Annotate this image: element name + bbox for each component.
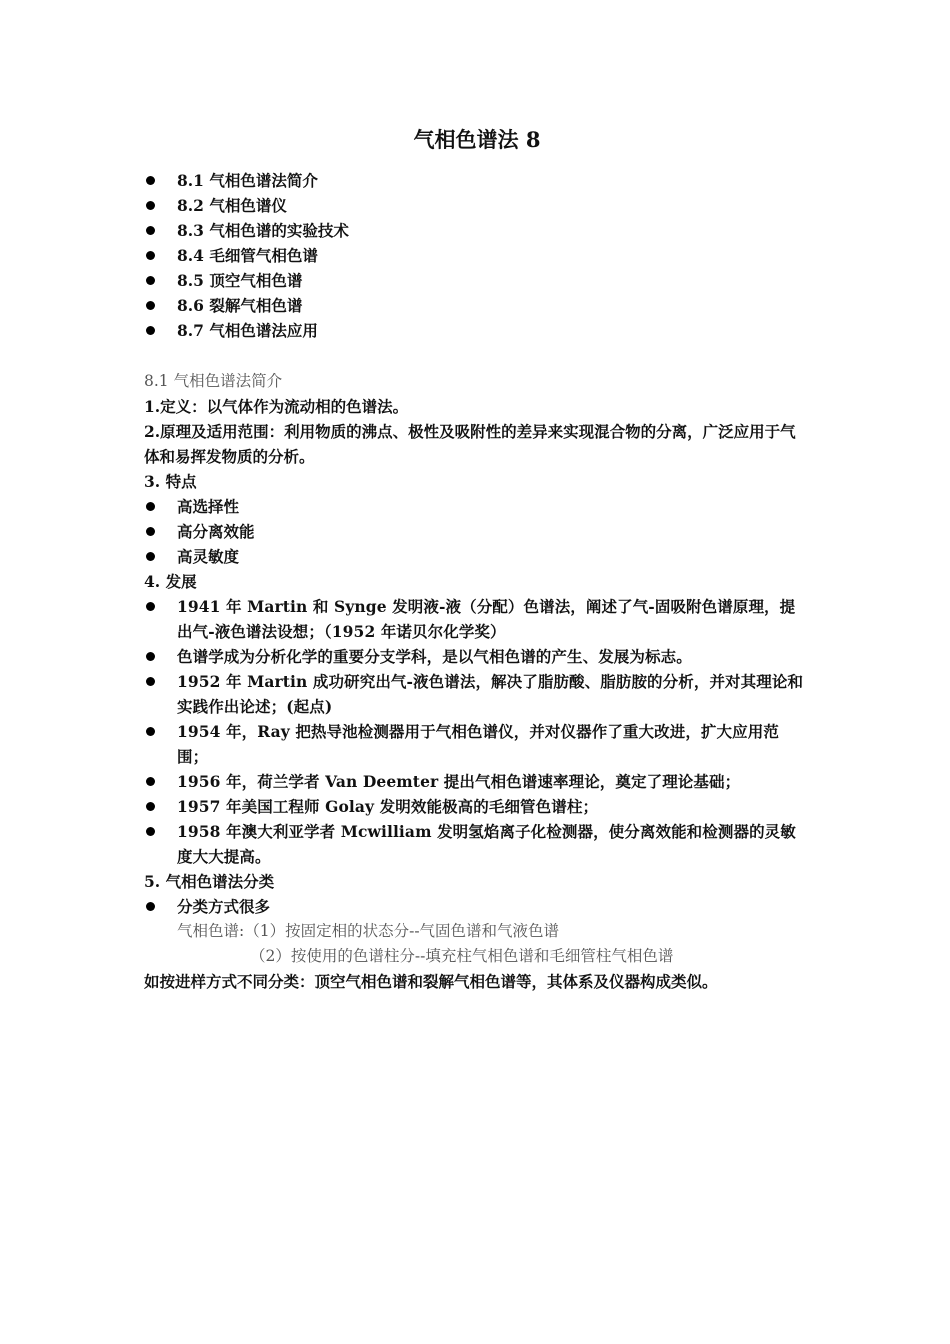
classification-heading: 5. 气相色谱法分类: [144, 872, 275, 891]
list-item: 1954 年，Ray 把热导池检测器用于气相色谱仪，并对仪器作了重大改进，扩大应用范围；: [144, 719, 810, 769]
list-item: 分类方式很多: [144, 894, 810, 919]
section-heading: 8.1 气相色谱法简介: [144, 372, 283, 390]
bullet-icon: [146, 251, 155, 260]
development-heading: 4. 发展: [144, 572, 197, 591]
bullet-icon: [146, 276, 155, 285]
bullet-icon: [146, 777, 155, 786]
list-item: 高分离效能: [144, 519, 810, 544]
toc-item: 8.3 气相色谱的实验技术: [144, 218, 810, 243]
page-title: 气相色谱法 8: [413, 127, 541, 152]
toc-item: 8.4 毛细管气相色谱: [144, 243, 810, 268]
document-body: [144, 126, 810, 994]
list-item: 1956 年，荷兰学者 Van Deemter 提出气相色谱速率理论，奠定了理论基础；: [144, 769, 810, 794]
toc-item: 8.1 气相色谱法简介: [144, 168, 810, 193]
table-of-contents: [144, 168, 810, 343]
list-item: 1952 年 Martin 成功研究出气-液色谱法，解决了脂肪酸、脂肪胺的分析，并对其理论和实践作出论述；(起点): [144, 669, 810, 719]
bullet-icon: [146, 552, 155, 561]
development-list: [144, 594, 810, 869]
bullet-icon: [146, 527, 155, 536]
list-item: 1941 年 Martin 和 Synge 发明液-液（分配）色谱法，阐述了气-固吸附色谱原理，提出气-液色谱法设想；（1952 年诺贝尔化学奖）: [144, 594, 810, 644]
list-item: 1957 年美国工程师 Golay 发明效能极高的毛细管色谱柱；: [144, 794, 810, 819]
list-item: 色谱学成为分析化学的重要分支学科，是以气相色谱的产生、发展为标志。: [144, 644, 810, 669]
bullet-icon: [146, 502, 155, 511]
bullet-icon: [146, 226, 155, 235]
bullet-icon: [146, 802, 155, 811]
features-heading: 3. 特点: [144, 472, 197, 491]
principle-text: 2.原理及适用范围：利用物质的沸点、极性及吸附性的差异来实现混合物的分离，广泛应用于气体和易挥发物质的分析。: [144, 422, 796, 466]
toc-item: 8.5 顶空气相色谱: [144, 268, 810, 293]
toc-item: 8.7 气相色谱法应用: [144, 318, 810, 343]
list-item: 高灵敏度: [144, 544, 810, 569]
classification-line-2: （2）按使用的色谱柱分--填充柱气相色谱和毛细管柱气相色谱: [250, 947, 674, 965]
bullet-icon: [146, 326, 155, 335]
bullet-icon: [146, 652, 155, 661]
bullet-icon: [146, 301, 155, 310]
toc-item: 8.2 气相色谱仪: [144, 193, 810, 218]
list-item: 高选择性: [144, 494, 810, 519]
bullet-icon: [146, 902, 155, 911]
bullet-icon: [146, 201, 155, 210]
closing-text: 如按进样方式不同分类：顶空气相色谱和裂解气相色谱等，其体系及仪器构成类似。: [144, 972, 718, 991]
features-list: [144, 494, 810, 569]
bullet-icon: [146, 176, 155, 185]
definition-text: 1.定义：以气体作为流动相的色谱法。: [144, 397, 409, 416]
bullet-icon: [146, 827, 155, 836]
toc-item: 8.6 裂解气相色谱: [144, 293, 810, 318]
classification-line-1: 气相色谱:（1）按固定相的状态分--气固色谱和气液色谱: [177, 922, 560, 940]
classification-list: [144, 894, 810, 919]
bullet-icon: [146, 727, 155, 736]
bullet-icon: [146, 677, 155, 686]
bullet-icon: [146, 602, 155, 611]
list-item: 1958 年澳大利亚学者 Mcwilliam 发明氢焰离子化检测器，使分离效能和检测器的灵敏度大大提高。: [144, 819, 810, 869]
